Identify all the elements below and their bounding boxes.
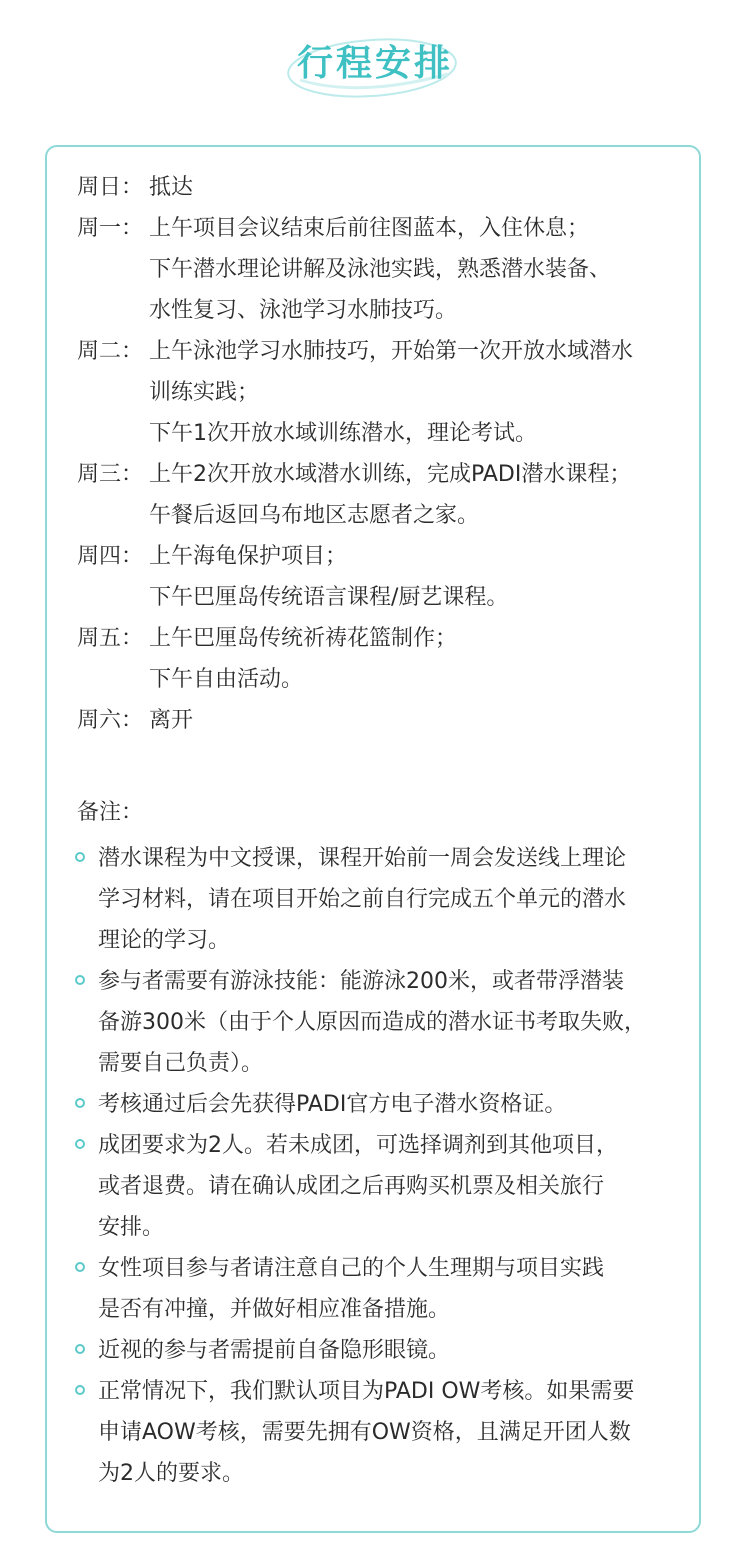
schedule-row	[77, 700, 717, 741]
note-item	[74, 1371, 704, 1494]
schedule-activities	[149, 618, 717, 700]
schedule-day-label: 周二：	[77, 339, 144, 364]
notes-title: 备注：	[77, 800, 144, 825]
circle-bullet-icon	[75, 852, 85, 862]
schedule-activity-line: 下午自由活动。	[149, 667, 304, 692]
note-item	[74, 838, 704, 961]
schedule-activity-line: 水性复习、泳池学习水肺技巧。	[149, 298, 458, 323]
schedule-activities	[149, 331, 717, 454]
schedule-day-label: 周六：	[77, 708, 144, 733]
circle-bullet-icon	[75, 1262, 85, 1272]
note-text-line: 成团要求为2人。若未成团，可选择调剂到其他项目，	[98, 1133, 618, 1158]
note-text-line: 备游300米（由于个人原因而造成的潜水证书考取失败，	[98, 1010, 646, 1035]
schedule-day-label: 周日：	[77, 175, 144, 200]
note-text-line: 需要自己负责）。	[98, 1051, 264, 1076]
schedule-activity-line: 抵达	[149, 175, 194, 200]
note-text-line: 近视的参与者需提前自备隐形眼镜。	[98, 1338, 451, 1363]
schedule-list	[77, 167, 717, 741]
schedule-day-label: 周四：	[77, 544, 144, 569]
schedule-row	[77, 167, 717, 208]
notes-list	[74, 838, 704, 1494]
schedule-row	[77, 208, 717, 331]
schedule-activity-line: 下午潜水理论讲解及泳池实践，熟悉潜水装备、	[149, 257, 612, 282]
circle-bullet-icon	[75, 1139, 85, 1149]
schedule-activity-line: 上午巴厘岛传统祈祷花篮制作；	[149, 626, 458, 651]
note-text-line: 参与者需要有游泳技能：能游泳200米，或者带浮潜装	[98, 969, 624, 994]
circle-bullet-icon	[75, 975, 85, 985]
schedule-activity-line: 午餐后返回乌布地区志愿者之家。	[149, 503, 480, 528]
schedule-row	[77, 454, 717, 536]
note-text-line: 或者退费。请在确认成团之后再购买机票及相关旅行	[98, 1174, 605, 1199]
schedule-activity-line: 下午巴厘岛传统语言课程/厨艺课程。	[149, 585, 509, 610]
schedule-activity-line: 下午1次开放水域训练潜水，理论考试。	[149, 421, 537, 446]
schedule-activities	[149, 454, 717, 536]
note-text-line: 学习材料，请在项目开始之前自行完成五个单元的潜水	[98, 887, 627, 912]
note-text-line: 理论的学习。	[98, 928, 231, 953]
schedule-row	[77, 331, 717, 454]
note-text-line: 是否有冲撞，并做好相应准备措施。	[98, 1297, 451, 1322]
note-text-line: 正常情况下，我们默认项目为PADI OW考核。如果需要	[98, 1379, 635, 1404]
schedule-row	[77, 536, 717, 618]
schedule-day-label: 周一：	[77, 216, 144, 241]
note-text-line: 女性项目参与者请注意自己的个人生理期与项目实践	[98, 1256, 605, 1281]
note-item	[74, 1125, 704, 1248]
note-item	[74, 1084, 704, 1125]
schedule-row	[77, 618, 717, 700]
schedule-day-label: 周三：	[77, 462, 144, 487]
circle-bullet-icon	[75, 1385, 85, 1395]
schedule-activity-line: 离开	[149, 708, 194, 733]
note-item	[74, 1330, 704, 1371]
note-text-line: 潜水课程为中文授课，课程开始前一周会发送线上理论	[98, 846, 627, 871]
schedule-activities	[149, 208, 717, 331]
note-item	[74, 1248, 704, 1330]
schedule-activities	[149, 700, 717, 741]
note-text-line: 申请AOW考核，需要先拥有OW资格，且满足开团人数	[98, 1420, 631, 1445]
circle-bullet-icon	[75, 1098, 85, 1108]
schedule-activity-line: 上午泳池学习水肺技巧，开始第一次开放水域潜水	[149, 339, 634, 364]
schedule-activity-line: 上午海龟保护项目；	[149, 544, 348, 569]
schedule-activities	[149, 536, 717, 618]
note-text-line: 考核通过后会先获得PADI官方电子潜水资格证。	[98, 1092, 567, 1117]
note-text-line: 安排。	[98, 1215, 165, 1240]
schedule-activities	[149, 167, 717, 208]
schedule-activity-line: 训练实践；	[149, 380, 260, 405]
note-item	[74, 961, 704, 1084]
schedule-activity-line: 上午项目会议结束后前往图蓝本，入住休息；	[149, 216, 590, 241]
page-title: 行程安排	[296, 43, 453, 84]
schedule-activity-line: 上午2次开放水域潜水训练，完成PADI潜水课程；	[149, 462, 632, 487]
circle-bullet-icon	[75, 1344, 85, 1354]
section-header	[0, 28, 750, 108]
note-text-line: 为2人的要求。	[98, 1461, 244, 1486]
schedule-day-label: 周五：	[77, 626, 144, 651]
